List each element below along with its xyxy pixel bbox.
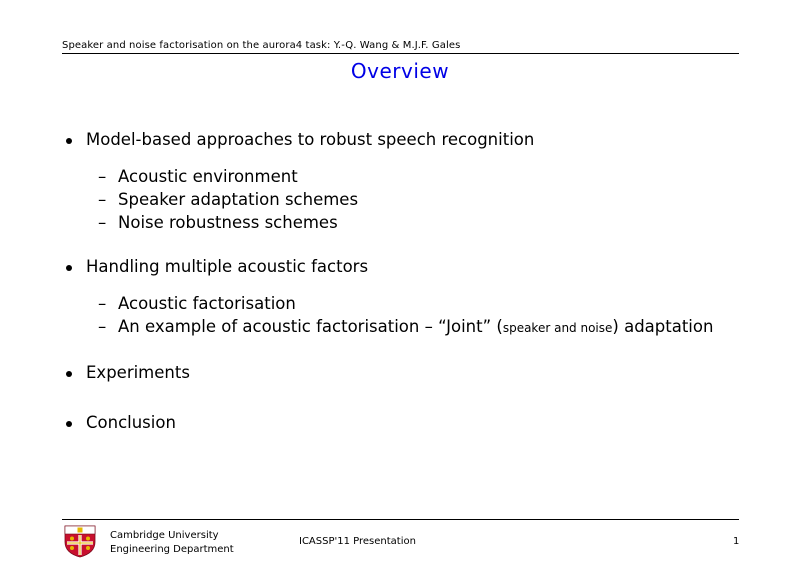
- page-number: 1: [733, 536, 740, 547]
- sub-item: [98, 315, 746, 340]
- footer-institution: [110, 529, 234, 557]
- sub-text-suffix: ) adaptation: [612, 317, 714, 336]
- institution-line: Cambridge University: [110, 530, 219, 541]
- bullet-item: [66, 411, 746, 435]
- sub-text: Speaker adaptation schemes: [118, 190, 359, 209]
- slide-title: Overview: [350, 59, 450, 83]
- bullet-item: [66, 361, 746, 385]
- sub-item: [98, 188, 746, 211]
- footer-rule: [62, 519, 739, 520]
- university-shield-icon: [63, 524, 97, 558]
- footer-event: ICASSP'11 Presentation: [299, 536, 416, 547]
- sub-item: [98, 165, 746, 188]
- bullet-icon: [66, 421, 72, 427]
- bullet-text: Model-based approaches to robust speech recognition: [86, 130, 535, 149]
- sub-text: Acoustic factorisation: [118, 294, 296, 313]
- bullet-text: Experiments: [86, 363, 190, 382]
- sub-text: Acoustic environment: [118, 167, 298, 186]
- dash-icon: –: [98, 213, 107, 232]
- bullet-text: Conclusion: [86, 413, 176, 432]
- bullet-list: [66, 128, 746, 435]
- bullet-icon: [66, 265, 72, 271]
- bullet-text: Handling multiple acoustic factors: [86, 257, 369, 276]
- running-header: Speaker and noise factorisation on the aurora4 task: Y.-Q. Wang & M.J.F. Gales: [62, 40, 461, 51]
- dash-icon: –: [98, 167, 107, 186]
- dash-icon: –: [98, 294, 107, 313]
- sub-text: Noise robustness schemes: [118, 213, 338, 232]
- sub-item: [98, 292, 746, 315]
- bullet-icon: [66, 371, 72, 377]
- sub-text-small: speaker and noise: [502, 321, 613, 335]
- institution-line: Engineering Department: [110, 544, 234, 555]
- sub-list: [98, 292, 746, 340]
- dash-icon: –: [98, 317, 107, 336]
- sub-list: [98, 165, 746, 234]
- bullet-icon: [66, 138, 72, 144]
- bullet-item: [66, 128, 746, 234]
- bullet-item: [66, 255, 746, 340]
- sub-item: [98, 211, 746, 234]
- dash-icon: –: [98, 190, 107, 209]
- header-rule: [62, 53, 739, 54]
- sub-text-prefix: An example of acoustic factorisation – “Joint” (: [118, 317, 503, 336]
